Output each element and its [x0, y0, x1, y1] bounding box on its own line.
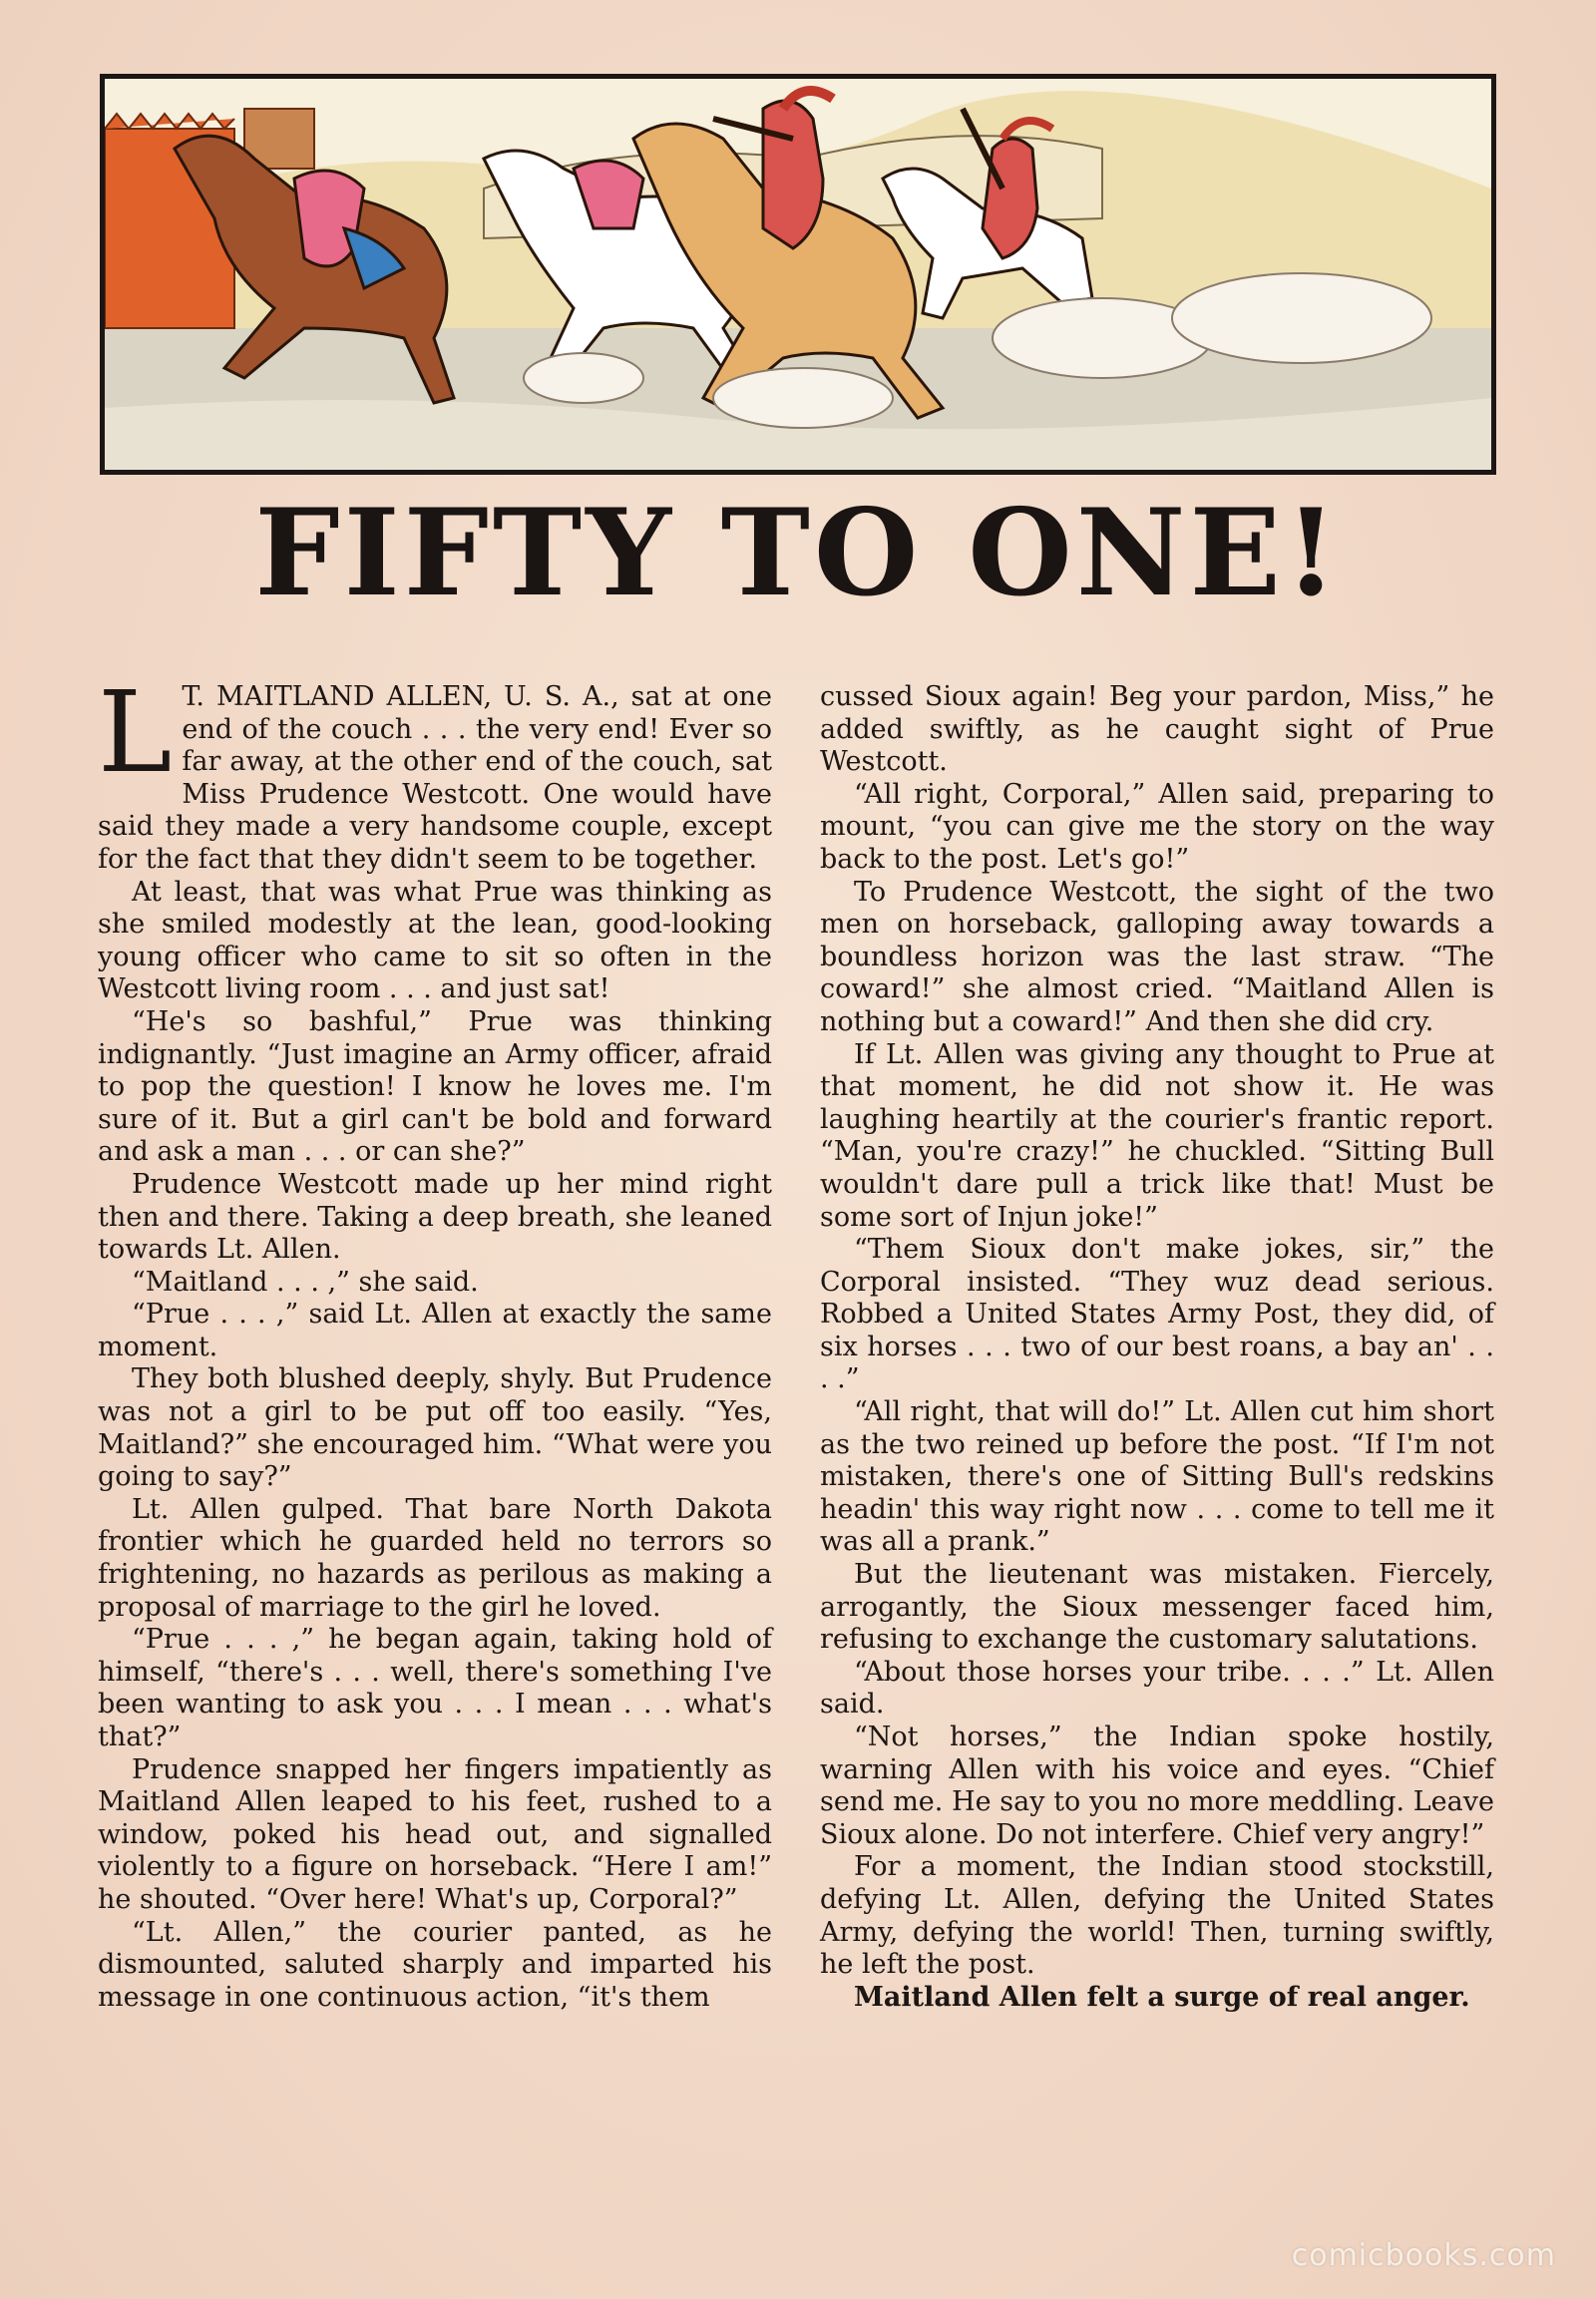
paragraph: Lt. Allen gulped. That bare North Dakota frontier which he guarded held no terrors so frightening, no hazards as perilous as making a proposal of marriage to the girl he loved. [98, 1493, 772, 1623]
paragraph: “Prue . . . ,” he began again, taking hold of himself, “there's . . . well, there's something I've been wanting to ask you . . . I mean . . . what's that?” [98, 1624, 772, 1752]
paragraph: Maitland Allen felt a surge of real anger. [854, 1981, 1470, 2013]
text-column-left [98, 668, 772, 2014]
paragraph: For a moment, the Indian stood stockstill, defying Lt. Allen, defying the United States Army, defying the world! Then, turning swiftly, he left the post. [820, 1851, 1494, 1981]
paragraph: “Maitland . . . ,” she said. [132, 1266, 479, 1298]
paragraph: “Lt. Allen,” the courier panted, as he dismounted, saluted sharply and imparted his message in one continuous action, “it's them [98, 1916, 772, 2013]
site-watermark: comicbooks.com [1291, 2238, 1556, 2273]
paragraph: “Them Sioux don't make jokes, sir,” the Corporal insisted. “They wuz dead serious. Robbed a United States Army Post, they did, of six horses . . . two of our best roans, a bay an' . . . .” [820, 1234, 1494, 1395]
paragraph: L T. MAITLAND ALLEN, U. S. A., sat at one end of the couch . . . the very end! Ever so far away, at the other end of the couch, sat Miss Prudence Westcott. One would have said they made a very handsome couple, except for the fact that they didn't seem to be together. [98, 668, 772, 875]
paragraph: “About those horses your tribe. . . .” Lt. Allen said. [820, 1656, 1494, 1721]
paragraph: “He's so bashful,” Prue was thinking indignantly. “Just imagine an Army officer, afraid to pop the question! I know he loves me. I'm sure of it. But a girl can't be bold and forward and ask a man . . . or can she?” [98, 1005, 772, 1168]
paragraph: “Prue . . . ,” said Lt. Allen at exactly the same moment. [98, 1299, 772, 1362]
paragraph: “All right, Corporal,” Allen said, preparing to mount, “you can give me the story on the way back to the post. Let's go!” [820, 778, 1494, 875]
paragraph: They both blushed deeply, shyly. But Prudence was not a girl to be put off too easily. “Yes, Maitland?” she encouraged him. “What were you going to say?” [98, 1363, 772, 1493]
paragraph: “Not horses,” the Indian spoke hostily, warning Allen with his voice and eyes. “Chief send me. He say to you no more meddling. Leave Sioux alone. Do not interfere. Chief very angry!” [820, 1722, 1494, 1850]
paragraph: To Prudence Westcott, the sight of the two men on horseback, galloping away towards a boundless horizon was the last straw. “The coward!” she almost cried. “Maitland Allen is nothing but a coward!” And then she did cry. [820, 876, 1494, 1037]
paragraph: Prudence Westcott made up her mind right then and there. Taking a deep breath, she leaned towards Lt. Allen. [98, 1168, 772, 1266]
riders-illustration [105, 79, 1491, 470]
drop-cap: L [98, 668, 173, 798]
paragraph: But the lieutenant was mistaken. Fiercely, arrogantly, the Sioux messenger faced him, refusing to exchange the customary salutations. [820, 1559, 1494, 1656]
story-illustration [100, 74, 1496, 475]
paragraph: cussed Sioux again! Beg your pardon, Miss,” he added swiftly, as he caught sight of Prue Westcott. [820, 681, 1494, 778]
story-title: FIFTY TO ONE! [254, 483, 1342, 623]
paragraph: If Lt. Allen was giving any thought to Prue at that moment, he did not show it. He was laughing heartily at the courier's frantic report. “Man, you're crazy!” he chuckled. “Sitting Bull wouldn't dare pull a trick like that! Must be some sort of Injun joke!” [820, 1038, 1494, 1233]
paragraph: “All right, that will do!” Lt. Allen cut him short as the two reined up before the post. “If I'm not mistaken, there's one of Sitting Bull's redskins headin' this way right now . . . come to tell me it was all a prank.” [820, 1396, 1494, 1558]
paragraph: At least, that was what Prue was thinking as she smiled modestly at the lean, good-looking young officer who came to sit so often in the Westcott living room . . . and just sat! [98, 876, 772, 1005]
paragraph: Prudence snapped her fingers impatiently as Maitland Allen leaped to his feet, rushed to a window, poked his head out, and signalled violently to a figure on horseback. “Here I am!” he shouted. “Over here! What's up, Corporal?” [98, 1753, 772, 1915]
text-column-right [820, 681, 1494, 2014]
